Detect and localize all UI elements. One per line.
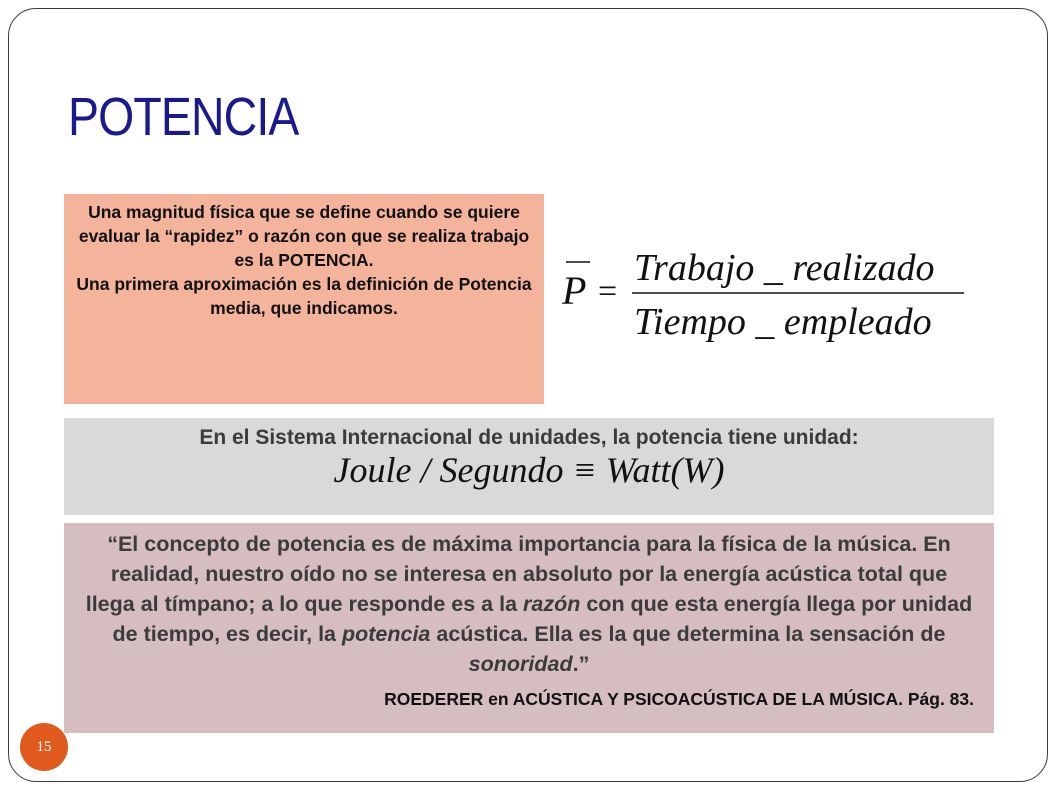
quote-text [84, 529, 974, 679]
si-units-box [64, 418, 994, 515]
formula-equals: = [598, 273, 618, 310]
quote-citation: ROEDERER en ACÚSTICA Y PSICOACÚSTICA DE LA MÚSICA. Pág. 83. [384, 689, 974, 709]
quote-emphasis-sonoridad: sonoridad [468, 652, 573, 676]
definition-paragraph-2: Una primera aproximación es la definición de Potencia media, que indicamos. [76, 274, 532, 318]
definition-box [64, 194, 544, 404]
quote-part-2: con que esta energía llega por unidad de tiempo, es decir, la [112, 592, 973, 646]
formula-lhs: P [562, 268, 587, 313]
quote-part-4: .” [572, 652, 590, 676]
formula-denominator: Tiempo _ empleado [634, 301, 932, 343]
si-units-formula: Joule / Segundo ≡ Watt(W) [333, 450, 725, 490]
quote-box [64, 523, 994, 733]
slide-title: POTENCIA [68, 87, 299, 147]
quote-part-3: acústica. Ella es la que determina la sensación de [430, 622, 946, 646]
average-power-formula [562, 236, 972, 346]
quote-emphasis-potencia: potencia [341, 622, 431, 646]
formula-numerator: Trabajo _ realizado [634, 247, 935, 289]
quote-emphasis-razon: razón [523, 592, 581, 616]
page-number-badge: 15 [20, 723, 68, 771]
quote-part-1: “El concepto de potencia es de máxima importancia para la física de la música. En realidad, nuestro oído no se interesa en absoluto por la energía acústica total que llega al tímpano; a lo que responde es a la [85, 532, 951, 616]
si-units-text: En el Sistema Internacional de unidades, la potencia tiene unidad: [199, 426, 859, 449]
definition-paragraph-1: Una magnitud física que se define cuando se quiere evaluar la “rapidez” o razón con que se realiza trabajo es la POTENCIA. [78, 202, 530, 270]
